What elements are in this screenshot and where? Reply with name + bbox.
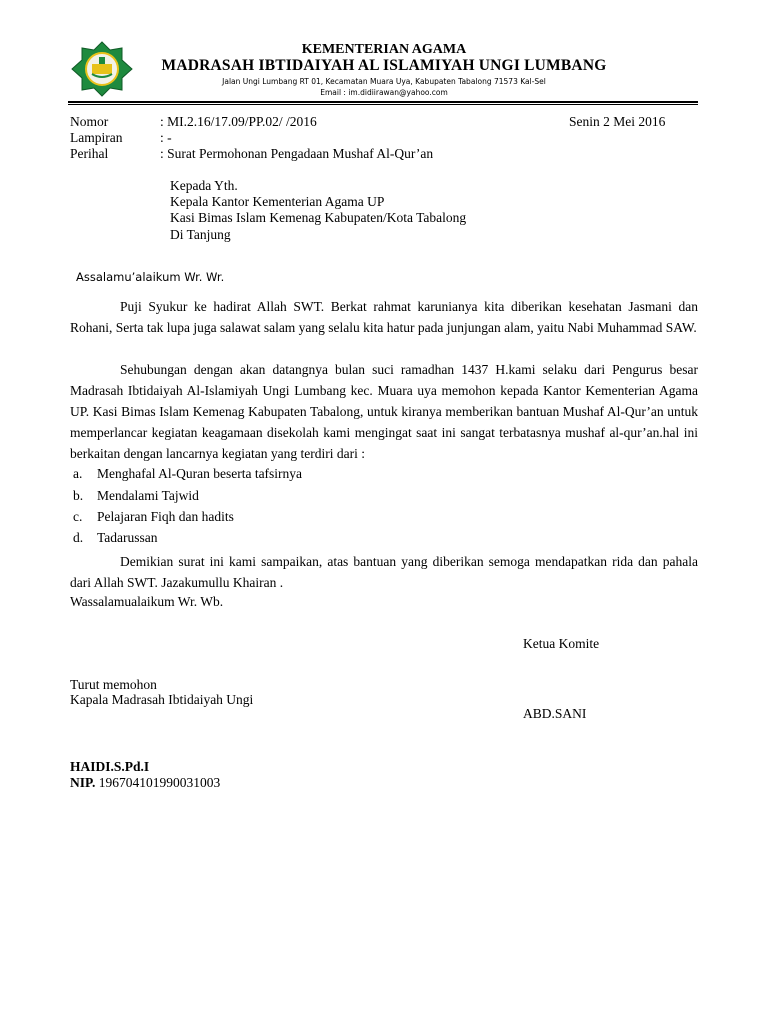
- list-item-a: Menghafal Al-Quran beserta tafsirnya: [97, 466, 303, 481]
- letter-date: Senin 2 Mei 2016: [569, 114, 666, 129]
- cosign-label: Turut memohon: [70, 677, 157, 692]
- list-item-b: Mendalami Tajwid: [97, 488, 199, 503]
- recipient-line-4: Di Tanjung: [170, 227, 231, 242]
- list-item-c: Pelajaran Fiqh dan hadits: [97, 509, 234, 524]
- nip-line: [70, 775, 220, 791]
- committee-title: Ketua Komite: [523, 636, 600, 651]
- recipient-line-2: Kepala Kantor Kementerian Agama UP: [170, 194, 385, 209]
- recipient-line-1: Kepada Yth.: [170, 178, 238, 193]
- paragraph-closing: Demikian surat ini kami sampaikan, atas bantuan yang diberikan semoga mendapatkan rida dan pahala dari Allah SWT. Jazakumullu Khairan .: [70, 554, 698, 590]
- paragraph-request: Sehubungan dengan akan datangnya bulan suci ramadhan 1437 H.kami selaku dari Pengurus besar Madrasah Ibtidaiyah Al-Islamiyah Ungi Lumbang kec. Muara uya memohon kepada Kantor Kementerian Agama UP. Kasi Bimas Islam Kemenag Kabupaten Tabalong, untuk kiranya memberikan bantuan Mushaf Al-Qur’an untuk memperlancar kegiatan keagamaan disekolah kami mengingat saat ini sangat terbatasnya mushaf al-qur’an.hal ini berkaitan dengan lancarnya kegiatan yang terdiri dari :: [70, 362, 698, 461]
- lampiran-value: : -: [160, 130, 172, 145]
- list-marker-a: a.: [73, 466, 83, 481]
- cosign-title: Kapala Madrasah Ibtidaiyah Ungi: [70, 692, 254, 707]
- paragraph-opening: Puji Syukur ke hadirat Allah SWT. Berkat rahmat karunianya kita diberikan kesehatan Jasmani dan Rohani, Serta tak lupa juga salawat salam yang selalu kita hatur pada junjungan alam, yaitu Nabi Muhammad SAW.: [70, 299, 698, 335]
- list-marker-c: c.: [73, 509, 83, 524]
- header-rule-thin: [68, 104, 698, 105]
- committee-name: ABD.SANI: [523, 706, 587, 721]
- nip-value: 196704101990031003: [95, 775, 221, 790]
- list-item-d: Tadarussan: [97, 530, 158, 545]
- greeting: Assalamu’alaikum Wr. Wr.: [76, 270, 225, 284]
- list-marker-d: d.: [73, 530, 84, 545]
- nomor-value: : MI.2.16/17.09/PP.02/ /2016: [160, 114, 317, 129]
- list-marker-b: b.: [73, 488, 84, 503]
- header-rule-thick: [68, 101, 698, 103]
- ministry-name: KEMENTERIAN AGAMA: [301, 42, 467, 57]
- nomor-label: Nomor: [70, 114, 109, 129]
- perihal-value: : Surat Permohonan Pengadaan Mushaf Al-Qur’an: [160, 146, 434, 161]
- closing-salutation: Wassalamualaikum Wr. Wb.: [70, 594, 224, 609]
- lampiran-label: Lampiran: [70, 130, 123, 145]
- school-address: Jalan Ungi Lumbang RT 01, Kecamatan Muara Uya, Kabupaten Tabalong 71573 Kal-Sel: [222, 77, 546, 86]
- recipient-line-3: Kasi Bimas Islam Kemenag Kabupaten/Kota Tabalong: [170, 210, 467, 225]
- perihal-label: Perihal: [70, 146, 109, 161]
- school-name: MADRASAH IBTIDAIYAH AL ISLAMIYAH UNGI LUMBANG: [161, 57, 607, 74]
- head-name: HAIDI.S.Pd.I: [70, 759, 150, 774]
- school-email: Email : im.didiirawan@yahoo.com: [320, 88, 448, 97]
- nip-label: NIP.: [70, 775, 96, 790]
